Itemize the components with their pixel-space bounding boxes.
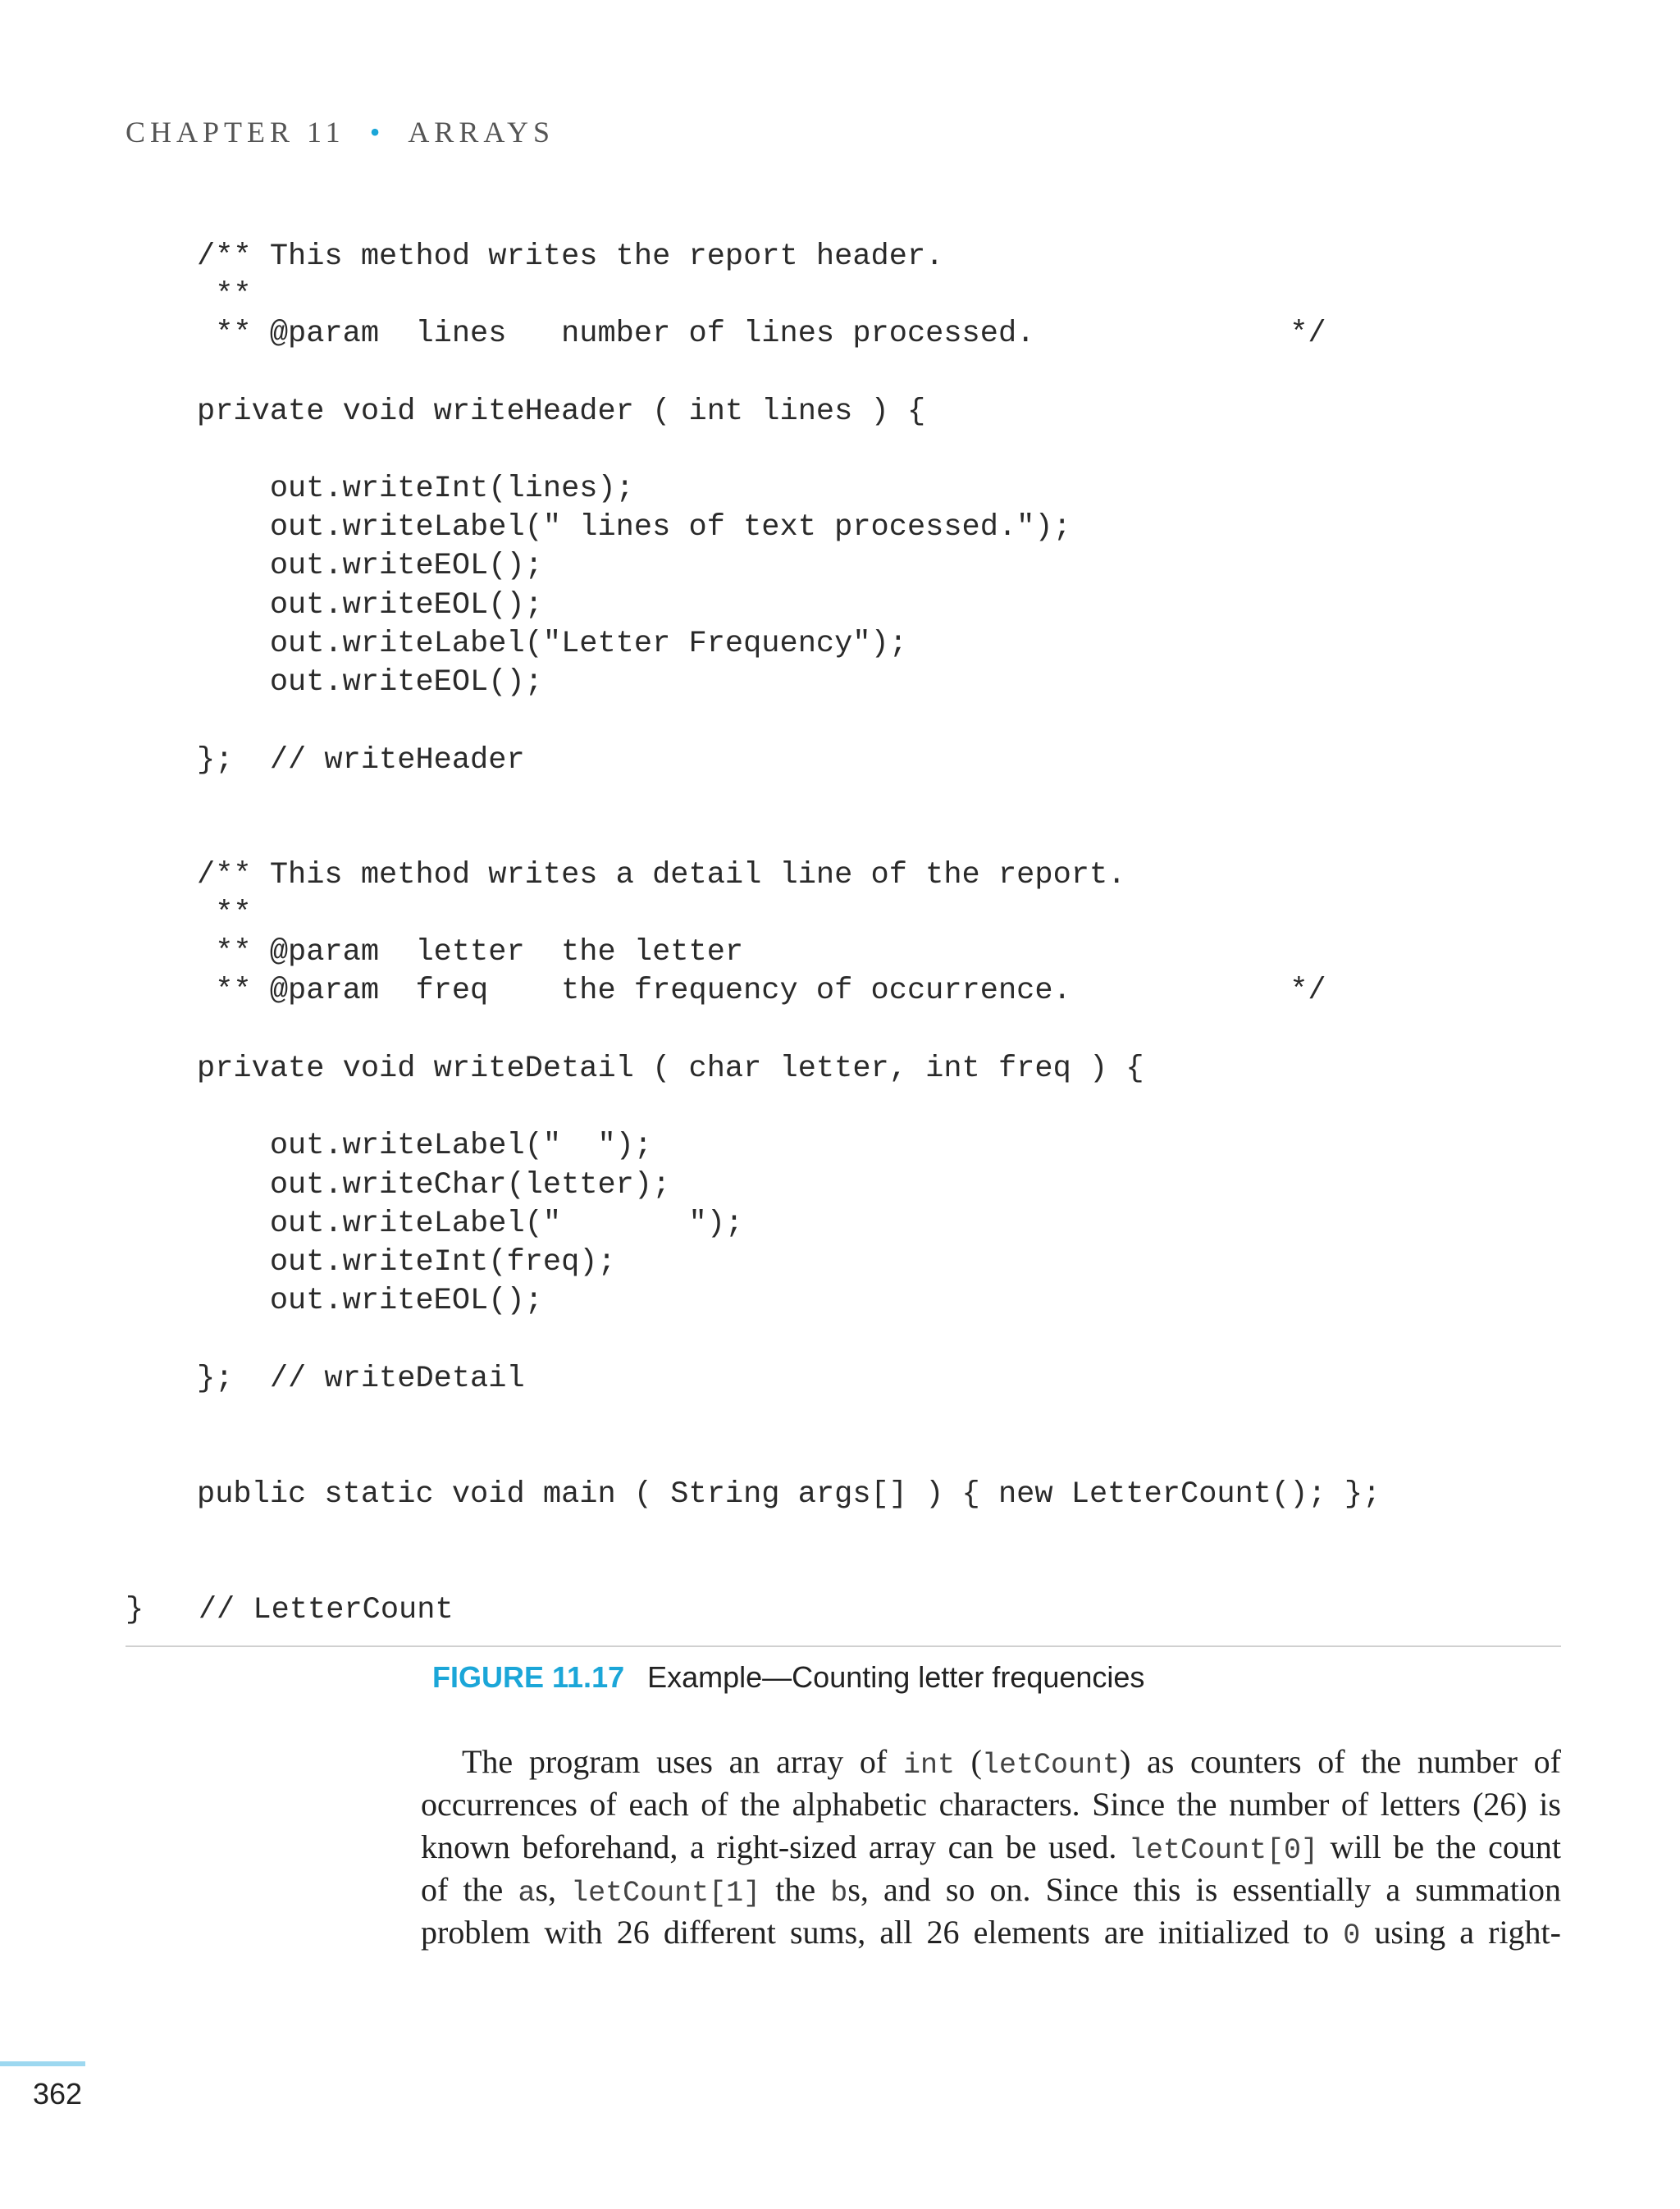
figure-label: FIGURE 11.17 — [432, 1660, 625, 1694]
text-run: ( — [954, 1743, 982, 1780]
text-run: s, and so on. Since this is essentially a summation — [847, 1871, 1561, 1908]
text-run: the — [760, 1871, 831, 1908]
chapter-label: CHAPTER 11 — [126, 116, 345, 148]
inline-code: letCount — [981, 1749, 1121, 1782]
page-tab-marker — [0, 2061, 85, 2066]
code-line: }; // writeDetail — [197, 1362, 525, 1396]
code-line: ** — [197, 897, 252, 931]
body-line — [421, 1869, 1561, 1911]
text-run: will be the count — [1317, 1828, 1562, 1865]
figure-divider — [126, 1645, 1561, 1647]
code-line: /** This method writes a detail line of the report. — [197, 858, 1126, 892]
text-run: problem with 26 different sums, all 26 elements are initialized to — [421, 1914, 1344, 1951]
code-line: out.writeLabel("Letter Frequency"); — [197, 627, 907, 661]
running-head — [126, 115, 555, 149]
code-line: } // LetterCount — [126, 1593, 454, 1627]
text-run: ) as counters of the number of — [1120, 1743, 1561, 1780]
code-line: ** @param freq the frequency of occurrence. */ — [197, 974, 1326, 1008]
body-line — [421, 1826, 1561, 1869]
text-run: s, — [535, 1871, 572, 1908]
inline-code: int — [902, 1749, 955, 1782]
code-line: }; // writeHeader — [197, 743, 525, 778]
code-line: ** @param letter the letter — [197, 935, 744, 970]
inline-code: 0 — [1343, 1919, 1361, 1952]
code-line: out.writeEOL(); — [197, 588, 543, 623]
code-line: out.writeInt(freq); — [197, 1245, 616, 1280]
code-line: out.writeInt(lines); — [197, 472, 634, 506]
code-line: /** This method writes the report header. — [197, 240, 944, 274]
text-run: of the — [421, 1871, 518, 1908]
figure-caption — [432, 1660, 1144, 1695]
inline-code: letCount[0] — [1128, 1834, 1318, 1867]
code-line: private void writeDetail ( char letter, int freq ) { — [197, 1052, 1144, 1086]
figure-caption-text: Example—Counting letter frequencies — [647, 1660, 1145, 1694]
page-number: 362 — [33, 2077, 83, 2111]
code-line: out.writeLabel(" lines of text processed."); — [197, 510, 1071, 545]
body-line: occurrences of each of the alphabetic characters. Since the number of letters (26) is — [421, 1786, 1561, 1823]
text-run: using a right- — [1360, 1914, 1561, 1951]
body-line — [421, 1911, 1561, 1954]
code-line: out.writeEOL(); — [197, 1284, 543, 1318]
code-line: out.writeChar(letter); — [197, 1168, 671, 1203]
text-run: known beforehand, a right-sized array can be used. — [421, 1828, 1129, 1865]
chapter-title: ARRAYS — [408, 116, 555, 148]
text-run: The program uses an array of — [462, 1743, 903, 1780]
code-line: out.writeEOL(); — [197, 549, 543, 583]
inline-code: b — [830, 1877, 848, 1910]
code-line: out.writeLabel(" "); — [197, 1129, 653, 1163]
code-line: out.writeEOL(); — [197, 665, 543, 700]
code-line: private void writeHeader ( int lines ) { — [197, 395, 926, 429]
code-line: ** @param lines number of lines processed. */ — [197, 317, 1326, 351]
body-line — [421, 1741, 1561, 1783]
inline-code: letCount[1] — [571, 1877, 761, 1910]
code-line: out.writeLabel(" "); — [197, 1207, 744, 1241]
code-line: ** — [197, 278, 252, 313]
inline-code: a — [518, 1877, 536, 1910]
separator-bullet: • — [369, 116, 386, 148]
code-line: public static void main ( String args[] ) { new LetterCount(); }; — [197, 1477, 1381, 1512]
body-paragraph — [421, 1741, 1561, 1954]
